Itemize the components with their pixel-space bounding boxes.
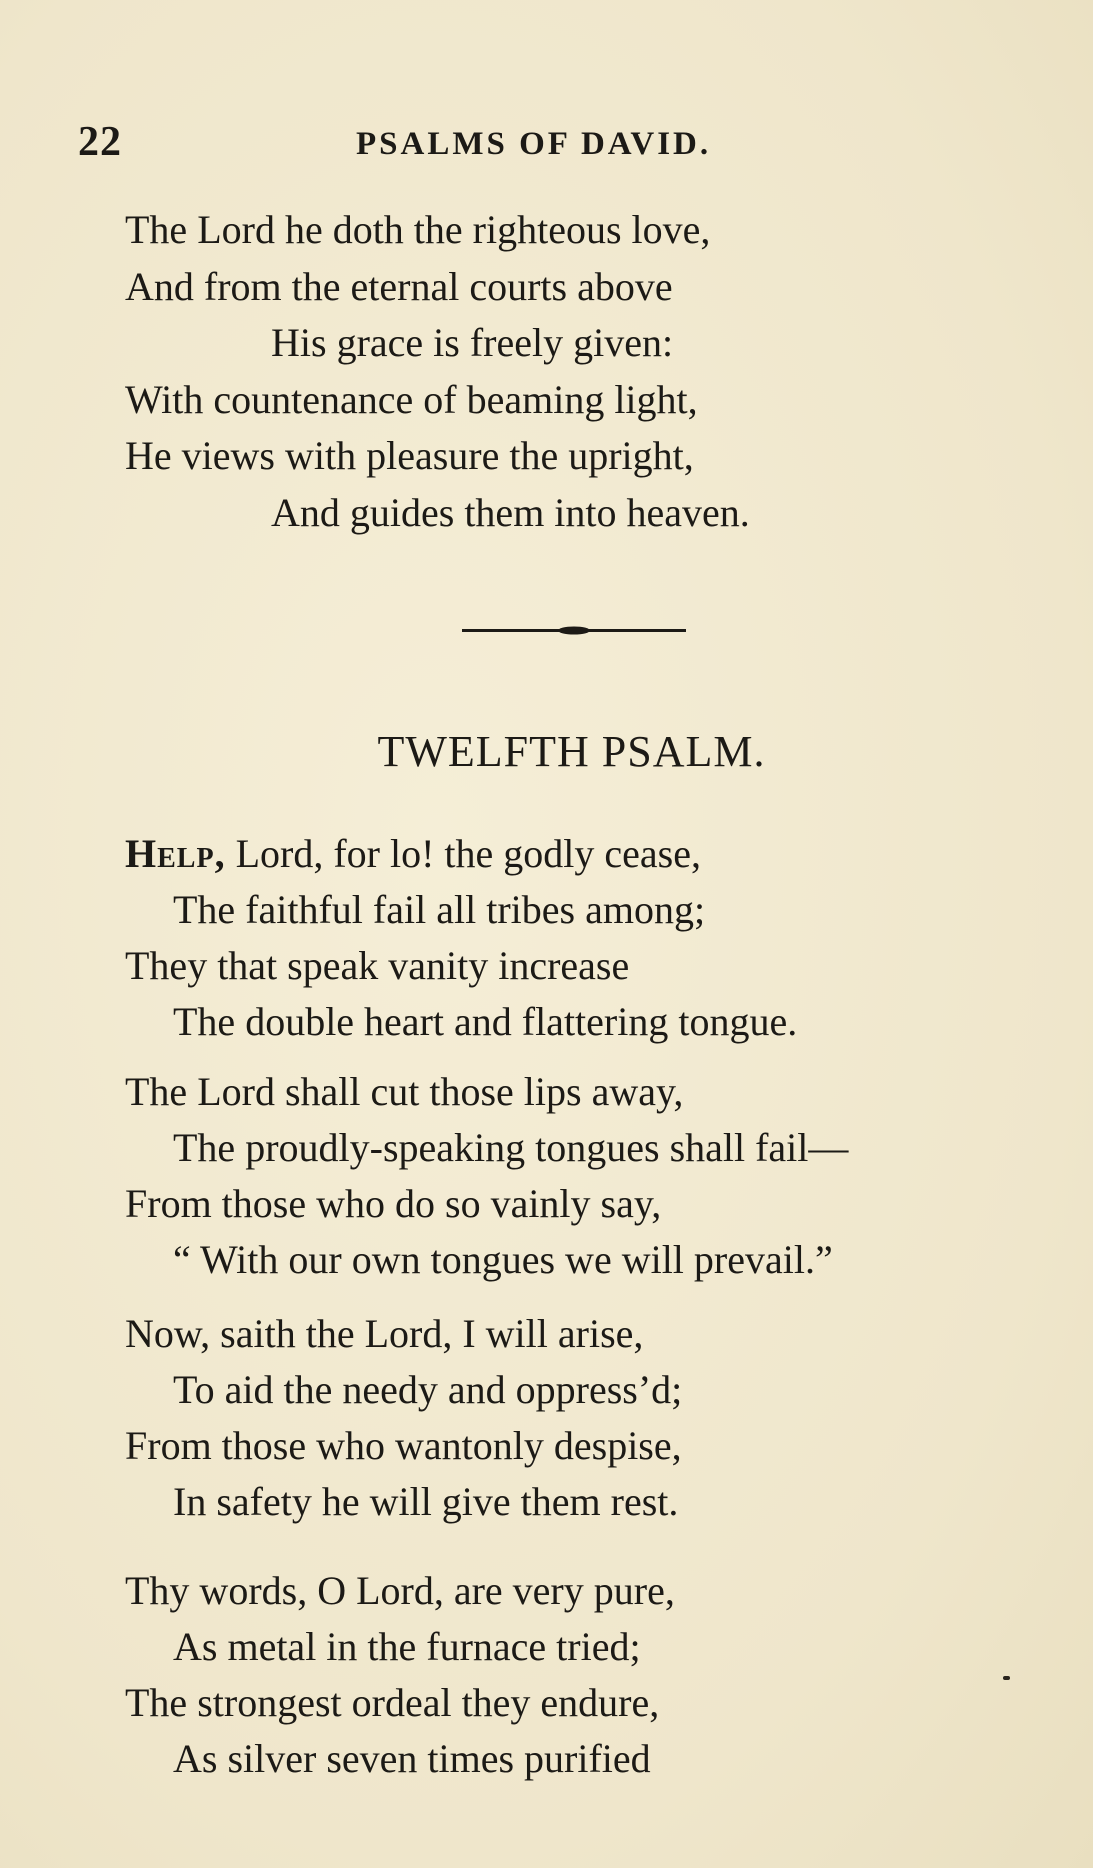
stanza [125, 1306, 1055, 1530]
verse-line [125, 826, 1055, 882]
verse-line: From those who wantonly despise, [125, 1423, 682, 1468]
verse-line: The Lord he doth the righteous love, [125, 207, 711, 252]
page-header [78, 118, 978, 168]
verse-line: And guides them into heaven. [271, 489, 750, 535]
verse-line: The proudly-speaking tongues shall fail— [173, 1125, 849, 1170]
stanza [125, 1064, 1055, 1288]
verse-line: His grace is freely given: [271, 320, 674, 365]
verse-line-rest: Lord, for lo! the godly cease, [225, 831, 701, 876]
psalm-title: TWELFTH PSALM. [377, 727, 766, 776]
verse-line: As silver seven times purified [173, 1736, 651, 1781]
verse-line: He views with pleasure the upright, [125, 433, 694, 478]
verse-line: The double heart and flattering tongue. [173, 999, 798, 1044]
verse-line: Thy words, O Lord, are very pure, [125, 1568, 675, 1613]
verse-line: To aid the needy and oppress’d; [173, 1367, 683, 1412]
verse-line: The Lord shall cut those lips away, [125, 1069, 684, 1114]
verse-line: In safety he will give them rest. [173, 1479, 679, 1524]
divider-ornament-icon [462, 624, 686, 638]
page-number: 22 [78, 119, 122, 165]
ink-mark [1003, 1676, 1010, 1680]
verse-line: As metal in the furnace tried; [173, 1624, 641, 1669]
verse-line: With countenance of beaming light, [125, 376, 698, 422]
drop-word: Help, [125, 831, 226, 876]
verse-line: They that speak vanity increase [125, 943, 630, 988]
running-title: PSALMS OF DAVID. [356, 126, 712, 162]
verse-line: The strongest ordeal they endure, [125, 1680, 660, 1725]
stanza [125, 826, 1055, 1050]
verse-line: “ With our own tongues we will prevail.” [173, 1237, 833, 1282]
stanza-eleventh-psalm-end [125, 202, 1055, 541]
stanza [125, 1563, 1055, 1787]
verse-line: From those who do so vainly say, [125, 1181, 662, 1226]
verse-line: The faithful fail all tribes among; [173, 887, 706, 932]
verse-line: Now, saith the Lord, I will arise, [125, 1311, 644, 1356]
verse-line: And from the eternal courts above [125, 263, 673, 309]
